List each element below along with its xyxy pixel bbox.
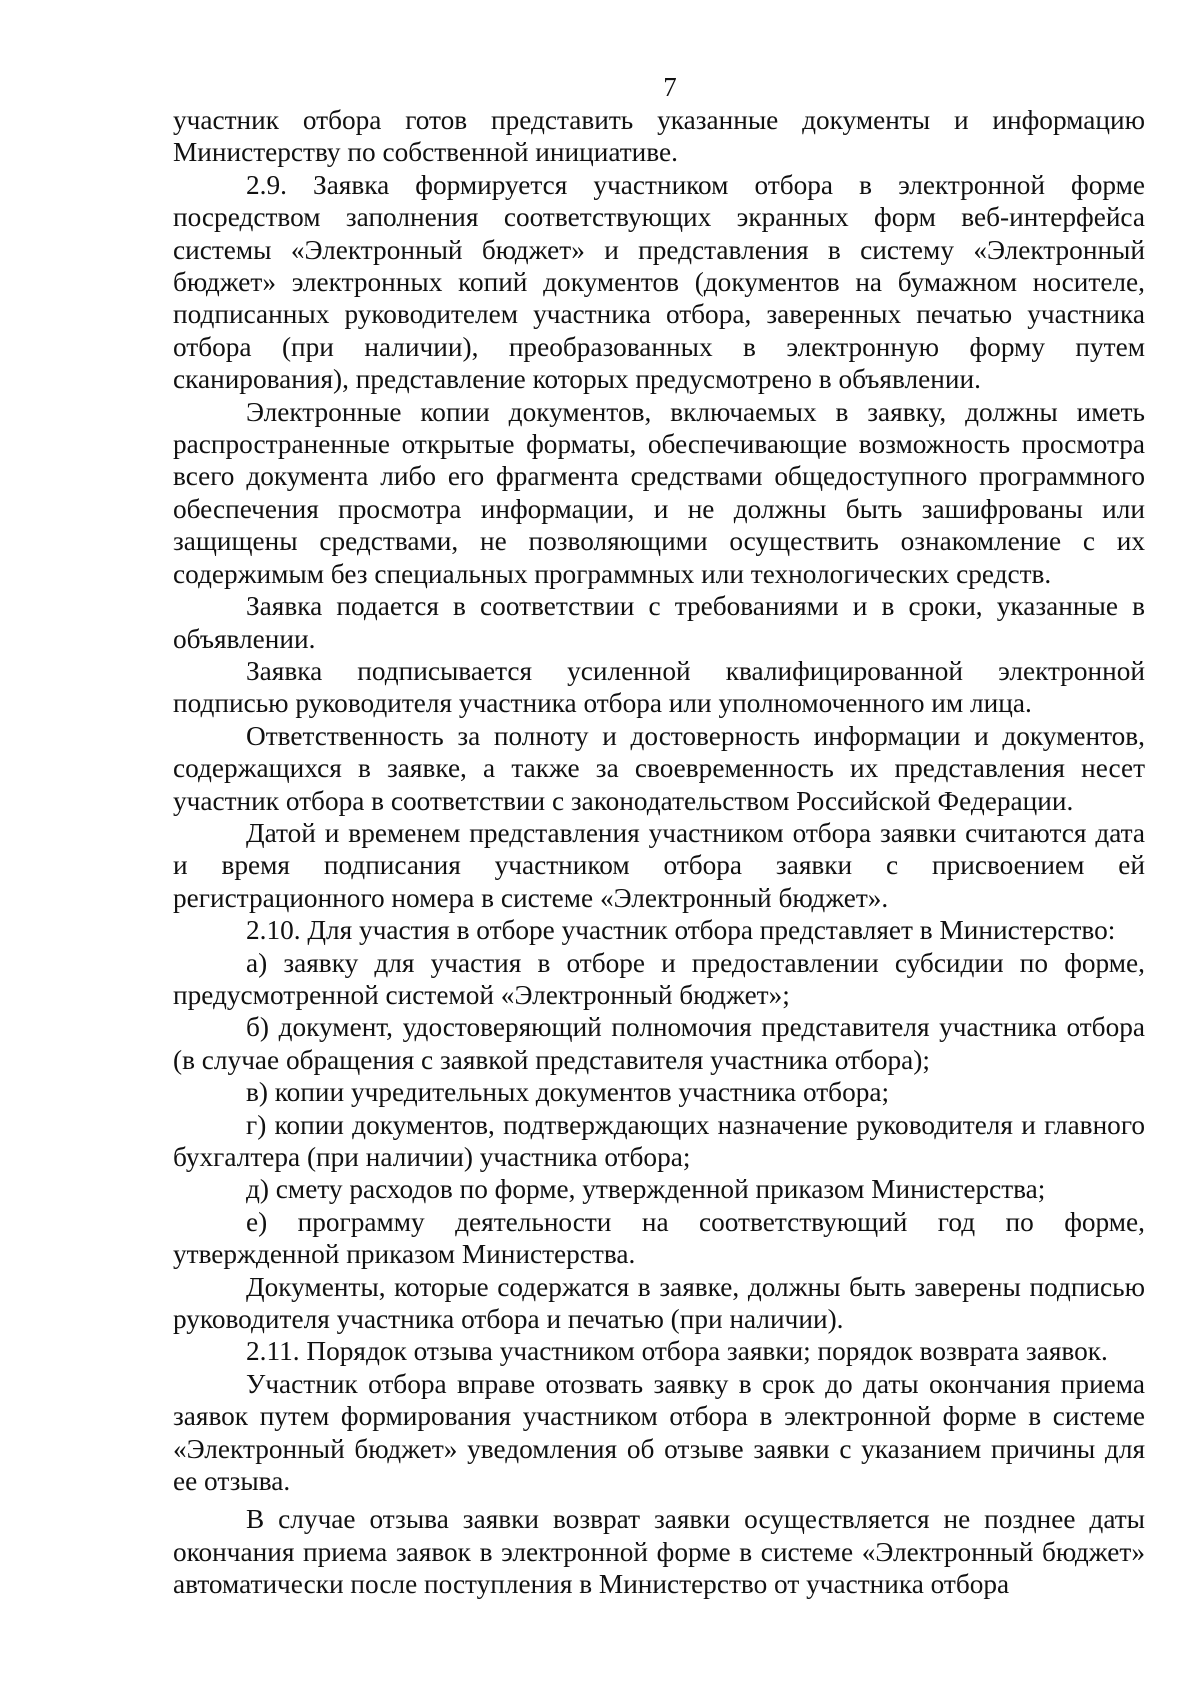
paragraph: д) смету расходов по форме, утвержденной приказом Министерства; [246, 1174, 1046, 1205]
paragraph: 2.10. Для участия в отборе участник отбора представляет в Министерство: [246, 915, 1116, 946]
paragraph: 2.11. Порядок отзыва участником отбора заявки; порядок возврата заявок. [246, 1336, 1108, 1367]
paragraph: Датой и временем представления участником отбора заявки считаются дата и время подписания участником отбора заявки с присвоением ей регистрационного номера в системе «Электронный бюджет». [173, 817, 1145, 913]
paragraph: Документы, которые содержатся в заявке, должны быть заверены подписью руководителя участника отбора и печатью (при наличии). [173, 1271, 1145, 1335]
paragraph: Заявка подписывается усиленной квалифицированной электронной подписью руководителя участника отбора или уполномоченного им лица. [173, 655, 1145, 719]
page-number: 7 [663, 72, 677, 102]
paragraph: а) заявку для участия в отборе и предоставлении субсидии по форме, предусмотренной системой «Электронный бюджет»; [173, 947, 1145, 1010]
paragraph: Заявка подается в соответствии с требованиями и в сроки, указанные в объявлении. [173, 591, 1145, 654]
paragraph: Участник отбора вправе отозвать заявку в срок до даты окончания приема заявок путем формирования участником отбора в электронной форме в системе «Электронный бюджет» уведомления об отзыве заявки с указанием причины для ее отзыва. [173, 1368, 1145, 1497]
paragraph: В случае отзыва заявки возврат заявки осуществляется не позднее даты окончания приема заявок в электронной форме в системе «Электронный бюджет» автоматически после поступления в Министерство от участника отбора [173, 1504, 1145, 1600]
document-body [173, 104, 1145, 1601]
paragraph: Электронные копии документов, включаемых в заявку, должны иметь распространенные открытые форматы, обеспечивающие возможность просмотра всего документа либо его фрагмента средствами общедоступного программного обеспечения просмотра информации, и не должны быть зашифрованы или защищены средствами, не позволяющими осуществить ознакомление с их содержимым без специальных программных или технологических средств. [173, 396, 1145, 589]
paragraph: г) копии документов, подтверждающих назначение руководителя и главного бухгалтера (при наличии) участника отбора; [173, 1109, 1145, 1172]
paragraph: б) документ, удостоверяющий полномочия представителя участника отбора (в случае обращения с заявкой представителя участника отбора); [173, 1012, 1145, 1075]
paragraph: Ответственность за полноту и достоверность информации и документов, содержащихся в заявке, а также за своевременность их представления несет участник отбора в соответствии с законодательством Российской Федерации. [173, 720, 1145, 816]
paragraph: в) копии учредительных документов участника отбора; [246, 1077, 890, 1108]
paragraph: е) программу деятельности на соответствующий год по форме, утвержденной приказом Министерства. [173, 1206, 1145, 1270]
paragraph: 2.9. Заявка формируется участником отбора в электронной форме посредством заполнения соответствующих экранных форм веб-интерфейса системы «Электронный бюджет» и представления в систему «Электронный бюджет» электронных копий документов (документов на бумажном носителе, подписанных руководителем участника отбора, заверенных печатью участника отбора (при наличии), преобразованных в электронную форму путем сканирования), представление которых предусмотрено в объявлении. [173, 169, 1145, 395]
paragraph: участник отбора готов представить указанные документы и информацию Министерству по собственной инициативе. [173, 105, 1145, 168]
